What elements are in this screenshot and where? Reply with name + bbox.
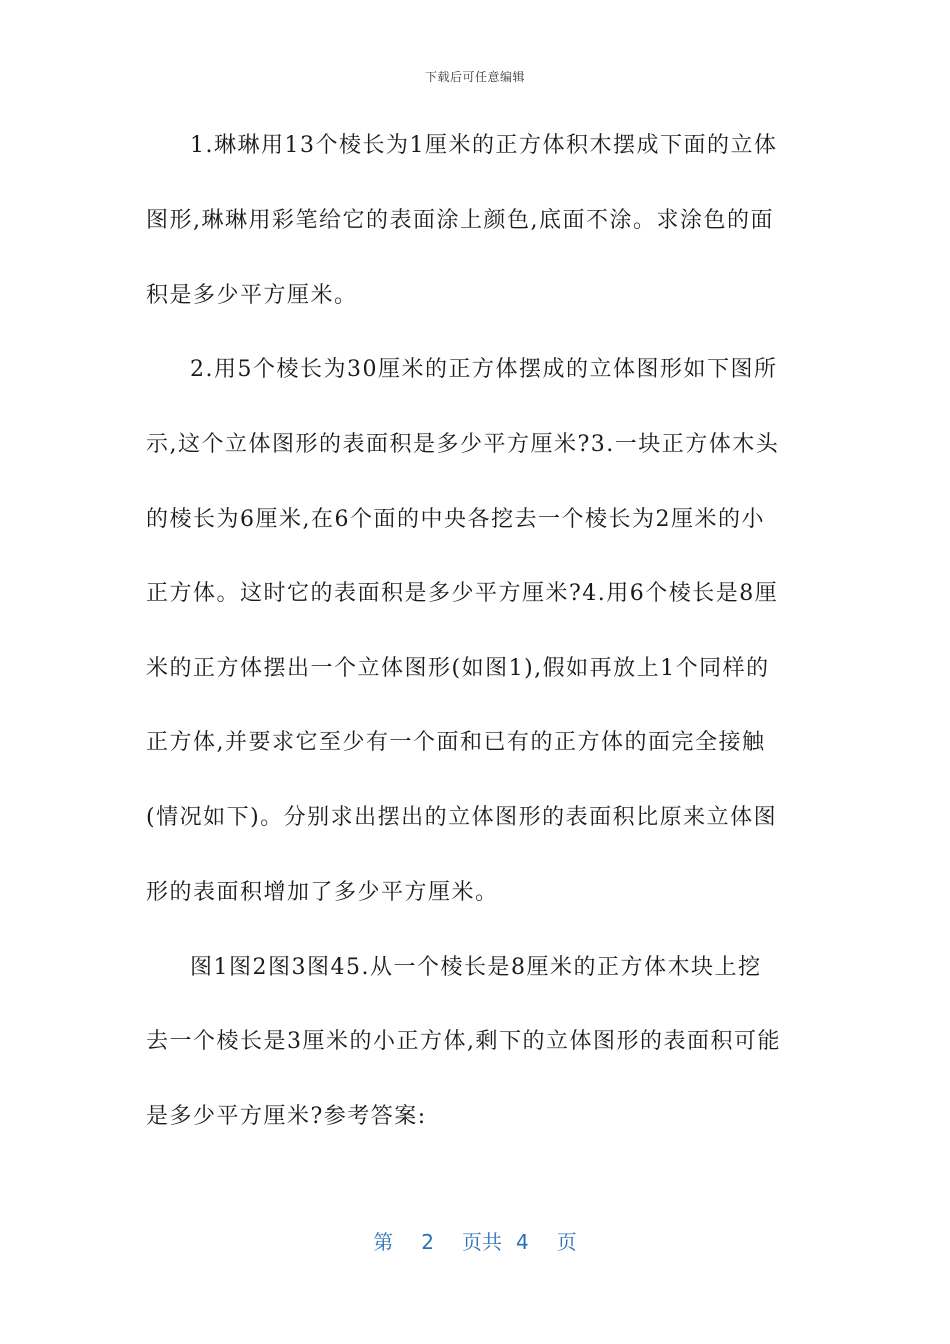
footer-current-page: 2 [421, 1230, 434, 1254]
paragraph-line: 是多少平方厘米?参考答案: [146, 1104, 427, 1129]
footer-total-pages: 4 [516, 1230, 529, 1254]
footer-prefix: 第 [373, 1230, 394, 1254]
footer-suffix: 页 [556, 1230, 577, 1254]
page-footer [0, 1226, 950, 1255]
paragraph-line: 图形,琳琳用彩笔给它的表面涂上颜色,底面不涂。求涂色的面 [146, 208, 774, 233]
paragraph-line: 1.琳琳用13个棱长为1厘米的正方体积木摆成下面的立体 [190, 133, 778, 158]
paragraph-line: 去一个棱长是3厘米的小正方体,剩下的立体图形的表面积可能 [146, 1029, 781, 1054]
paragraph-line: 积是多少平方厘米。 [146, 283, 358, 308]
paragraph-line: 米的正方体摆出一个立体图形(如图1),假如再放上1个同样的 [146, 656, 770, 681]
footer-middle: 页共 [462, 1230, 502, 1254]
paragraph-line: 形的表面积增加了多少平方厘米。 [146, 880, 499, 905]
page-header-note: 下载后可任意编辑 [424, 70, 525, 84]
paragraph-line: 示,这个立体图形的表面积是多少平方厘米?3.一块正方体木头 [146, 432, 780, 457]
paragraph-line: 的棱长为6厘米,在6个面的中央各挖去一个棱长为2厘米的小 [146, 507, 765, 532]
paragraph-line: (情况如下)。分别求出摆出的立体图形的表面积比原来立体图 [146, 805, 778, 830]
paragraph-line: 图1图2图3图45.从一个棱长是8厘米的正方体木块上挖 [190, 955, 762, 980]
paragraph-line: 2.用5个棱长为30厘米的正方体摆成的立体图形如下图所 [190, 357, 778, 382]
paragraph-line: 正方体,并要求它至少有一个面和已有的正方体的面完全接触 [146, 730, 766, 755]
paragraph-line: 正方体。这时它的表面积是多少平方厘米?4.用6个棱长是8厘 [146, 581, 779, 606]
